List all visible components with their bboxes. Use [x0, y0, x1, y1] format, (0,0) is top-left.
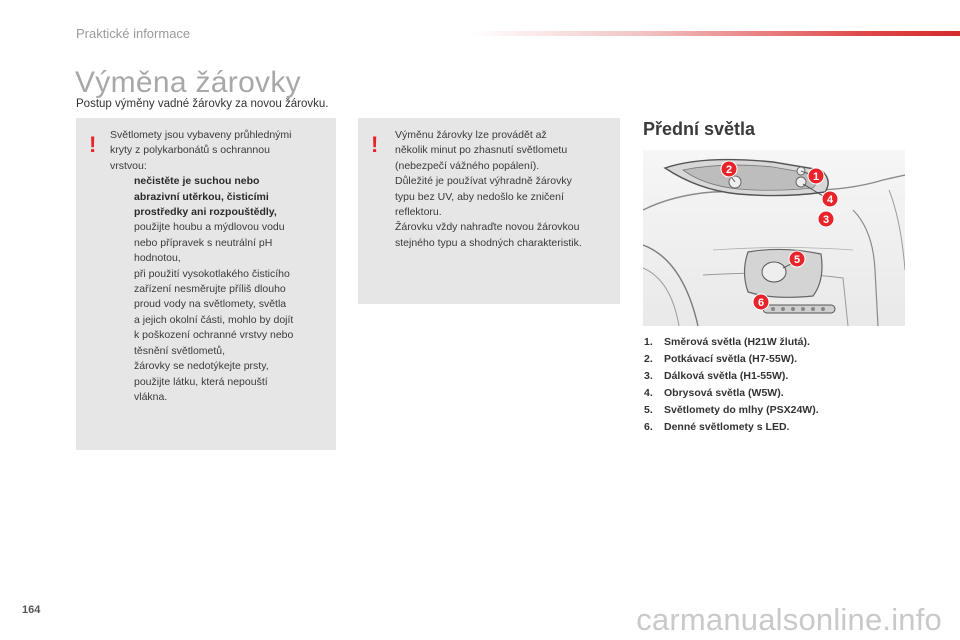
text-line: nečistěte je suchou nebo	[134, 175, 260, 188]
page-subtitle: Postup výměny vadné žárovky za novou žárovku.	[76, 98, 329, 110]
text-line: a jejich okolní části, mohlo by dojít	[134, 313, 294, 326]
warning-box-cleaning	[76, 118, 336, 450]
text-line: stejného typu a shodných charakteristik.	[395, 236, 582, 249]
high-beam-bulb	[796, 177, 806, 187]
text-line: kryty z polykarbonátů s ochrannou	[110, 144, 270, 157]
legend-text: Denné světlomety s LED.	[664, 421, 790, 433]
callout-number: 1	[812, 171, 820, 183]
callout-6	[753, 294, 769, 310]
legend-item	[644, 385, 819, 402]
led-dot	[791, 307, 795, 311]
legend-number: 1.	[644, 336, 653, 348]
fog-lamp	[762, 262, 786, 282]
led-dot	[821, 307, 825, 311]
callout-number: 2	[725, 164, 733, 176]
warning-box-bulb	[358, 118, 620, 304]
text-line: k poškození ochranné vrstvy nebo	[134, 329, 294, 342]
callout-number: 6	[757, 297, 765, 309]
legend-text: Směrová světla (H21W žlutá).	[664, 336, 810, 348]
watermark: carmanualsonline.info	[636, 602, 942, 637]
legend-text: Dálková světla (H1-55W).	[664, 370, 789, 382]
bullet-item	[110, 359, 332, 405]
led-dot	[771, 307, 775, 311]
text-line: reflektoru.	[395, 206, 442, 219]
callout-3	[818, 211, 834, 227]
legend-item	[644, 334, 819, 351]
legend-number: 5.	[644, 404, 653, 416]
legend-number: 6.	[644, 421, 653, 433]
header-accent-bar	[470, 31, 960, 36]
led-dot	[801, 307, 805, 311]
text-line: použijte látku, která nepouští	[134, 375, 268, 388]
bulb-legend	[644, 334, 819, 436]
callout-number: 4	[826, 194, 834, 206]
text-line: zařízení nesměrujte příliš dlouho	[134, 283, 286, 296]
text-line: vlákna.	[134, 390, 168, 403]
text-line: několik minut po zhasnutí světlometu	[395, 144, 568, 157]
legend-item	[644, 368, 819, 385]
text-line: proud vody na světlomety, světla	[134, 298, 287, 311]
section-label: Praktické informace	[76, 26, 191, 41]
text-line: nebo přípravek s neutrální pH	[134, 236, 273, 249]
text-line: Žárovku vždy nahraďte novou žárovkou	[395, 221, 580, 234]
led-dot	[811, 307, 815, 311]
text-line: Výměnu žárovky lze provádět až	[395, 129, 547, 141]
callout-number: 5	[793, 254, 801, 266]
led-dot	[781, 307, 785, 311]
page-number: 164	[22, 604, 41, 616]
warning-icon: !	[89, 132, 97, 157]
text-line: Světlomety jsou vybaveny průhlednými	[110, 129, 292, 141]
text-line: žárovky se nedotýkejte prsty,	[134, 360, 269, 373]
text-line: těsnění světlometů,	[134, 344, 226, 357]
legend-text: Obrysová světla (W5W).	[664, 387, 784, 399]
section-heading-front-lights: Přední světla	[643, 119, 756, 139]
text-line: Důležité je používat výhradně žárovky	[395, 175, 572, 188]
page-title: Výměna žárovky	[75, 66, 301, 99]
text-line: při použití vysokotlakého čisticího	[134, 267, 290, 280]
text-line: typu bez UV, aby nedošlo ke zničení	[395, 190, 564, 203]
text-line: abrazivní utěrkou, čisticími	[134, 190, 269, 203]
legend-number: 4.	[644, 387, 653, 399]
warning-text	[395, 128, 617, 251]
bullet-item	[110, 174, 332, 220]
callout-number: 3	[822, 214, 830, 226]
legend-number: 2.	[644, 353, 653, 365]
legend-item	[644, 351, 819, 368]
legend-number: 3.	[644, 370, 653, 382]
warning-text	[110, 128, 332, 405]
warning-icon: !	[371, 132, 379, 157]
warning-intro	[110, 128, 332, 174]
text-line: (nebezpečí vážného popálení).	[395, 159, 540, 172]
text-line: použijte houbu a mýdlovou vodu	[134, 221, 285, 234]
legend-text: Světlomety do mlhy (PSX24W).	[664, 404, 819, 416]
text-line: hodnotou,	[134, 252, 181, 265]
text-line: vrstvou:	[110, 159, 147, 172]
bullet-item	[110, 267, 332, 359]
bullet-item	[110, 220, 332, 266]
legend-item	[644, 419, 819, 436]
legend-text: Potkávací světla (H7-55W).	[664, 353, 798, 365]
headlight-illustration	[643, 150, 905, 326]
text-line: prostředky ani rozpouštědly,	[134, 206, 277, 219]
legend-item	[644, 402, 819, 419]
